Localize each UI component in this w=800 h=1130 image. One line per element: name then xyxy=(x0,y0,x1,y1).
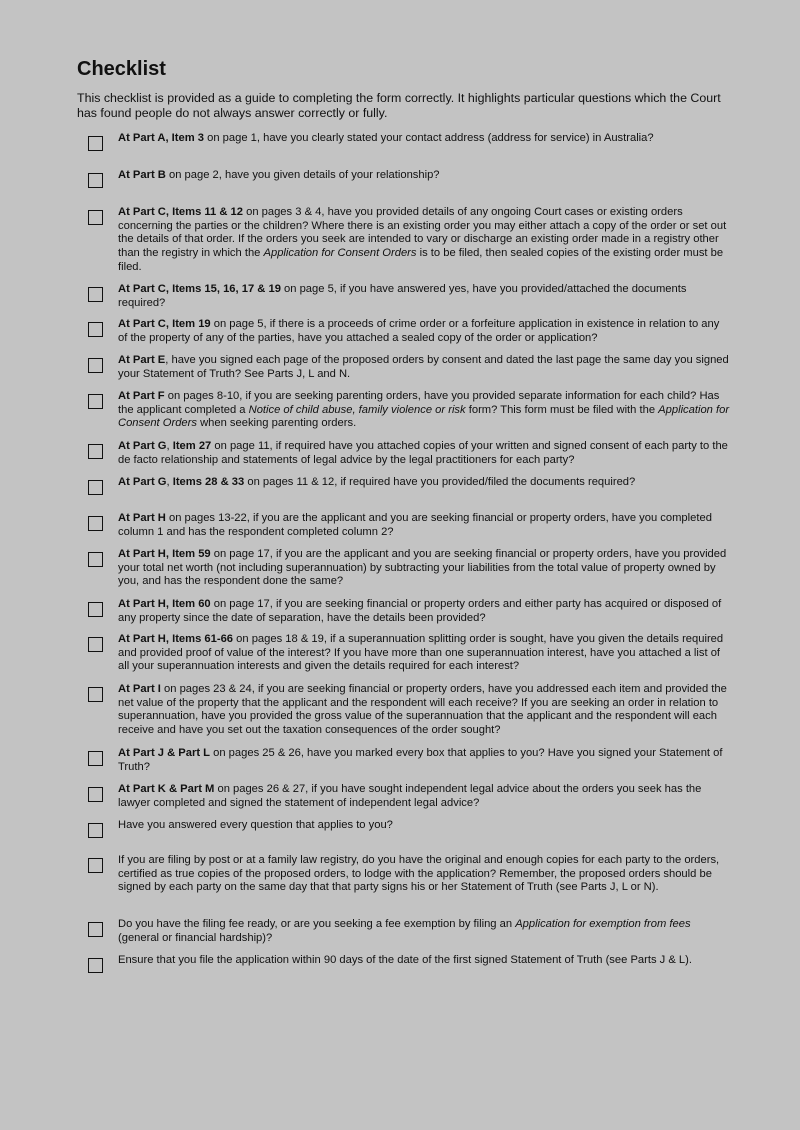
item-form-name: Notice of child abuse, family violence or risk xyxy=(248,403,466,416)
item-body: on pages 23 & 24, if you are seeking financial or property orders, have you addressed each item and provided the net value of the property that the applicant and the respondent will each receive? If you are seeking an order in relation to superannuation, have you provided the gross value of the superannuation that the applicant and the respondent will each receive and have you set out the taxation consequences of the order sought? xyxy=(118,683,727,737)
checkbox[interactable] xyxy=(88,922,103,937)
checklist-item-text xyxy=(118,318,730,345)
item-body: on pages 25 & 26, have you marked every box that applies to you? Have you signed your Statement of Truth? xyxy=(118,747,723,773)
item-heading: At Part H, Item 59 xyxy=(118,548,211,560)
item-body: , xyxy=(166,440,173,452)
item-heading: At Part A, Item 3 xyxy=(118,132,204,144)
checklist-item-text xyxy=(118,747,730,774)
checkbox[interactable] xyxy=(88,173,103,188)
item-heading: At Part E xyxy=(118,354,166,366)
item-heading: At Part J & Part L xyxy=(118,747,211,759)
item-heading: At Part F xyxy=(118,390,165,402)
checkbox[interactable] xyxy=(88,444,103,459)
checkbox[interactable] xyxy=(88,394,103,409)
item-body: Ensure that you file the application within 90 days of the date of the first signed Statement of Truth (see Parts J & L). xyxy=(118,954,692,966)
item-heading: Item 27 xyxy=(172,440,212,452)
checklist-item-text xyxy=(118,548,730,589)
item-heading: At Part I xyxy=(118,683,161,695)
item-body: on pages 13-22, if you are the applicant and you are seeking financial or property orders, have you completed column 1 and has the respondent completed column 2? xyxy=(118,512,712,538)
item-body: on pages 8-10, if you are seeking parenting orders, have you provided separate information for each child? Has the applicant completed a xyxy=(118,390,720,416)
item-body: on page 17, if you are seeking financial or property orders and either party has acquired or disposed of any property since the date of separation, have the details been provided? xyxy=(118,598,722,624)
intro-text: This checklist is provided as a guide to completing the form correctly. It highlights particular questions which the Court has found people do not always answer correctly or fully. xyxy=(77,91,721,120)
checkbox[interactable] xyxy=(88,480,103,495)
checklist-item-text xyxy=(118,633,730,674)
item-heading: At Part C, Items 11 & 12 xyxy=(118,206,243,218)
checklist-item-text xyxy=(118,783,730,810)
item-heading: At Part K & Part M xyxy=(118,783,215,795)
item-form-name: Application for exemption from fees xyxy=(515,918,691,930)
checkbox[interactable] xyxy=(88,136,103,151)
checkbox[interactable] xyxy=(88,322,103,337)
item-body: Have you answered every question that applies to you? xyxy=(118,819,393,831)
checkbox[interactable] xyxy=(88,637,103,652)
item-body: when seeking parenting orders. xyxy=(196,417,357,430)
checkbox[interactable] xyxy=(88,823,103,838)
item-heading: At Part G xyxy=(118,476,167,488)
item-body: on pages 18 & 19, if a superannuation splitting order is sought, have you given the details required and provided proof of value of the interest? If you have more than one superannuation interest, have you attached a list of all your superannuation interests and given the details required for each interest? xyxy=(118,633,724,673)
checkbox[interactable] xyxy=(88,687,103,702)
item-heading: Items 28 & 33 xyxy=(172,476,245,488)
item-heading: At Part G xyxy=(118,440,167,452)
item-form-name: Application for Consent Orders xyxy=(263,247,417,260)
checkbox[interactable] xyxy=(88,210,103,225)
checklist-item-text xyxy=(118,512,730,539)
checkbox[interactable] xyxy=(88,858,103,873)
item-form-name: Application for Consent Orders xyxy=(118,403,730,430)
checkbox[interactable] xyxy=(88,287,103,302)
item-body: (general or financial hardship)? xyxy=(118,931,273,944)
item-body: on pages 11 & 12, if required have you provided/filed the documents required? xyxy=(244,476,636,488)
item-body: on page 17, if you are the applicant and you are seeking financial or property orders, have you provided your total net worth (not including superannuation) by subtracting your liabilities from the total value of property owned by you, and has the respondent done the same? xyxy=(118,548,727,588)
item-heading: At Part B xyxy=(118,169,166,181)
checklist-item-text xyxy=(118,819,730,833)
item-heading: At Part H, Items 61-66 xyxy=(118,633,234,645)
checklist-item-text xyxy=(118,598,730,625)
checkbox[interactable] xyxy=(88,751,103,766)
checkbox[interactable] xyxy=(88,958,103,973)
item-heading: At Part H, Item 60 xyxy=(118,598,211,610)
item-heading: At Part H xyxy=(118,512,166,524)
item-body: on page 11, if required have you attached copies of your written and signed consent of each party to the de facto relationship and statements of legal advice by the legal practitioners for each party? xyxy=(118,440,728,466)
item-heading: At Part C, Item 19 xyxy=(118,318,211,330)
checkbox[interactable] xyxy=(88,516,103,531)
checklist-item-text xyxy=(118,476,730,490)
checklist-item-text xyxy=(118,354,730,381)
checkbox[interactable] xyxy=(88,602,103,617)
checkbox[interactable] xyxy=(88,552,103,567)
item-body: on page 5, if there is a proceeds of crime order or a forfeiture application in existence in relation to any of the property of any of the parties, have you attached a sealed copy of the order or application? xyxy=(118,318,720,344)
item-body: on page 5, if you have answered yes, have you provided/attached the documents required? xyxy=(118,283,687,309)
item-body: on page 1, have you clearly stated your contact address (address for service) in Australia? xyxy=(204,132,654,144)
item-body: If you are filing by post or at a family law registry, do you have the original and enough copies for each party to the orders, certified as true copies of the proposed orders, to lodge with the application? Remember, the proposed orders should be signed by each party on the same day that that party signs his or her Statement of Truth (see Parts J, L or N). xyxy=(118,854,720,894)
item-body: form? This form must be filed with the xyxy=(465,403,659,416)
item-body: is to be filed, then sealed copies of the existing order must be filed. xyxy=(118,247,724,273)
checklist-item-text xyxy=(118,440,730,467)
item-body: , have you signed each page of the proposed orders by consent and dated the last page the same day you signed your Statement of Truth? See Parts J, L and N. xyxy=(118,354,729,380)
checklist-item-text xyxy=(118,954,730,968)
page-title: Checklist xyxy=(77,58,166,80)
checklist-item-text xyxy=(118,918,730,945)
checklist-item-text xyxy=(118,854,730,895)
checklist-item-text xyxy=(118,206,730,275)
item-body: Do you have the filing fee ready, or are you seeking a fee exemption by filing an xyxy=(118,918,516,930)
checklist-item-text xyxy=(118,683,730,738)
item-heading: At Part C, Items 15, 16, 17 & 19 xyxy=(118,283,281,295)
checklist-item-text xyxy=(118,132,730,146)
checkbox[interactable] xyxy=(88,787,103,802)
item-body: on pages 26 & 27, if you have sought independent legal advice about the orders you seek has the lawyer completed and signed the statement of independent legal advice? xyxy=(118,783,702,809)
item-body: on pages 3 & 4, have you provided details of any ongoing Court cases or existing orders concerning the parties or the children? Where there is an existing order you may either attach a copy of the order or set out the details of that order. If the orders you seek are intended to vary or discharge an existing order made in a registry other than the registry in which the xyxy=(118,206,727,260)
checklist-item-text xyxy=(118,283,730,310)
item-body: , xyxy=(166,476,173,488)
item-body: on page 2, have you given details of your relationship? xyxy=(165,169,440,181)
checkbox[interactable] xyxy=(88,358,103,373)
checklist-item-text xyxy=(118,169,730,183)
checklist-item-text xyxy=(118,390,730,431)
